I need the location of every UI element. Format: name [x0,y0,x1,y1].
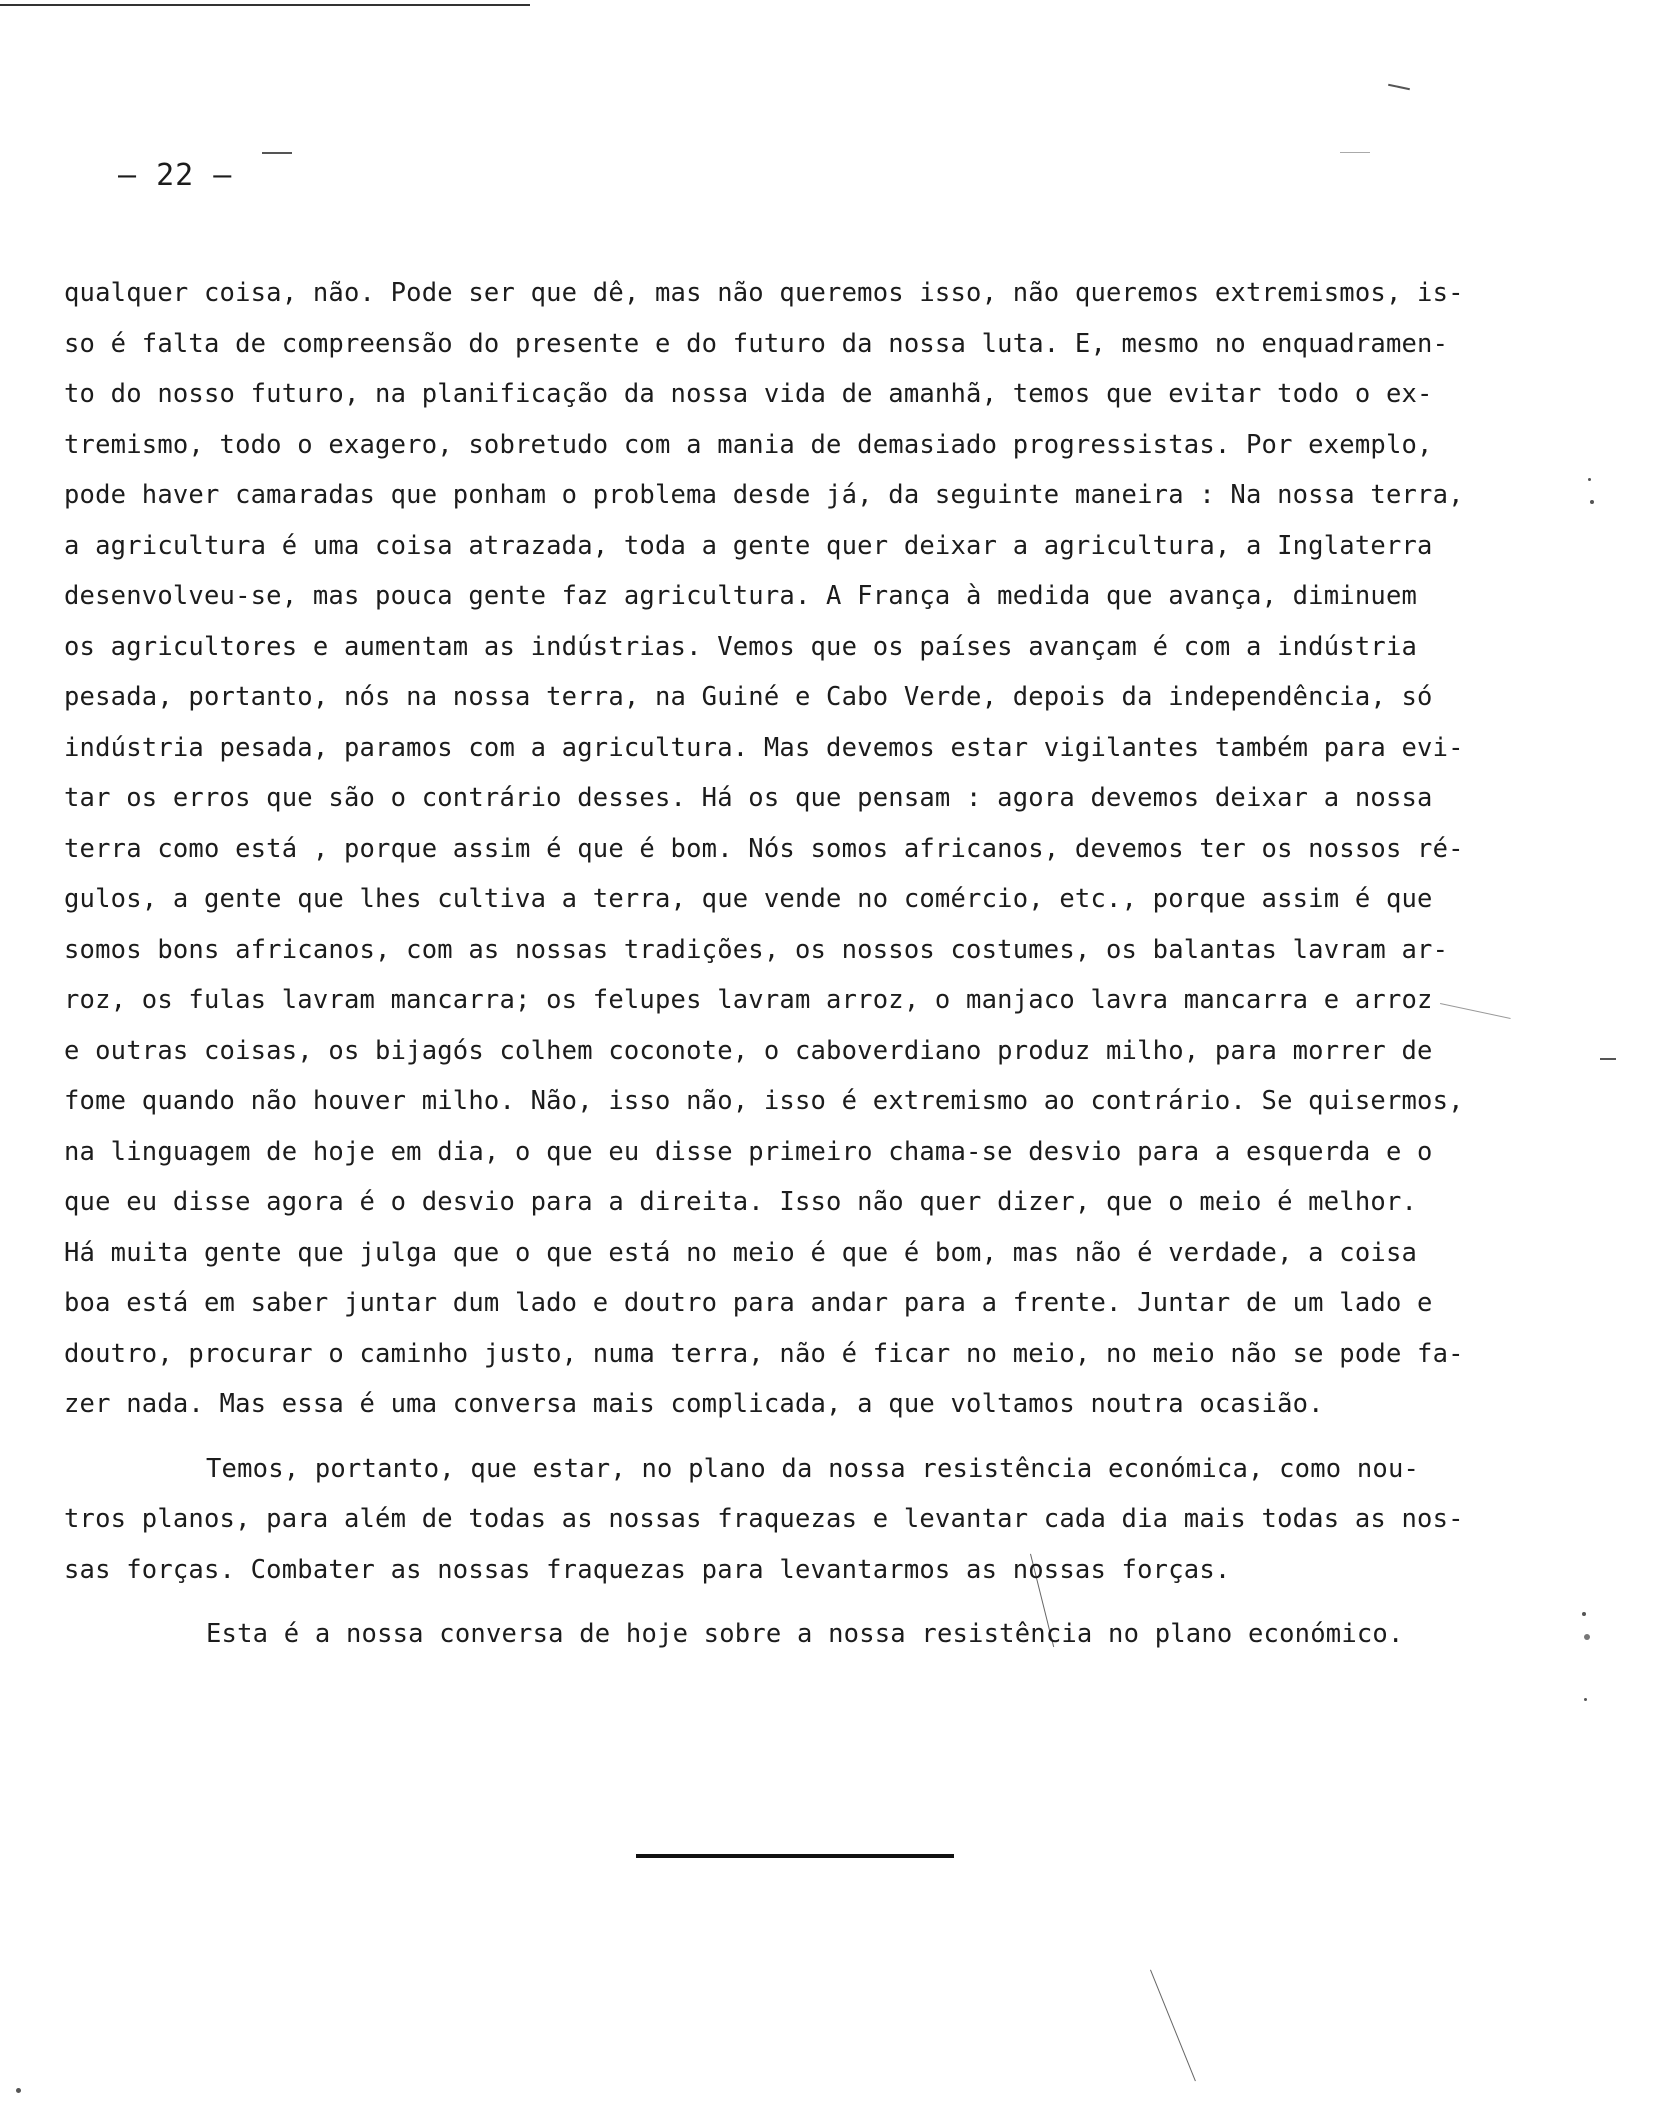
text-line: roz, os fulas lavram mancarra; os felupes lavram arroz, o manjaco lavra mancarra e arroz [64,985,1433,1015]
text-line: so é falta de compreensão do presente e do futuro da nossa luta. E, mesmo no enquadramen- [64,328,1449,359]
text-line: tremismo, todo o exagero, sobretudo com a mania de demasiado progressistas. Por exemplo, [64,429,1433,460]
text-line: pesada, portanto, nós na nossa terra, na Guiné e Cabo Verde, depois da independência, só [64,682,1433,712]
text-line: os agricultores e aumentam as indústrias. Vemos que os países avançam é com a indústria [64,631,1418,662]
body-text [64,268,1464,1660]
scan-mark [1340,152,1370,153]
paragraph [64,1444,1464,1596]
text-line: e outras coisas, os bijagós colhem coconote, o caboverdiano produz milho, para morrer de [64,1035,1433,1066]
text-line: sas forças. Combater as nossas fraquezas para levantarmos as nossas forças. [64,1554,1231,1585]
end-of-text-rule [636,1854,954,1858]
text-line: indústria pesada, paramos com a agricultura. Mas devemos estar vigilantes também para evi- [64,732,1464,763]
text-line: que eu disse agora é o desvio para a direita. Isso não quer dizer, que o meio é melhor. [64,1187,1418,1217]
scan-dot [1582,1612,1586,1616]
text-line: a agricultura é uma coisa atrazada, toda a gente quer deixar a agricultura, a Inglaterra [64,530,1433,561]
top-scan-edge-rule [0,4,530,6]
text-line: boa está em saber juntar dum lado e doutro para andar para a frente. Juntar de um lado e [64,1288,1433,1318]
scan-mark [1388,84,1410,91]
paragraph-gap [64,1595,1464,1609]
text-line: pode haver camaradas que ponham o problema desde já, da seguinte maneira : Na nossa terra, [64,480,1464,510]
text-line: tar os erros que são o contrário desses. Há os que pensam : agora devemos deixar a nossa [64,783,1433,813]
text-line: gulos, a gente que lhes cultiva a terra, que vende no comércio, etc., porque assim é que [64,884,1433,914]
text-line: Esta é a nossa conversa de hoje sobre a nossa resistência no plano económico. [206,1619,1404,1649]
text-line: to do nosso futuro, na planificação da nossa vida de amanhã, temos que evitar todo o ex- [64,379,1433,409]
page-number: – 22 – [118,158,233,193]
paragraph [64,1609,1464,1660]
paragraph-gap [64,1430,1464,1444]
paragraph [64,268,1464,1430]
text-line: zer nada. Mas essa é uma conversa mais complicada, a que voltamos noutra ocasião. [64,1389,1324,1419]
scan-dot [1590,500,1594,504]
scan-scratch [1150,1970,1196,2082]
text-line: doutro, procurar o caminho justo, numa terra, não é ficar no meio, no meio não se pode fa- [64,1338,1464,1369]
text-line: qualquer coisa, não. Pode ser que dê, mas não queremos isso, não queremos extremismos, is- [64,278,1464,308]
scan-mark [262,152,292,154]
text-line: terra como está , porque assim é que é bom. Nós somos africanos, devemos ter os nossos ré- [64,833,1464,864]
text-line: somos bons africanos, com as nossas tradições, os nossos costumes, os balantas lavram ar- [64,934,1449,965]
text-line: tros planos, para além de todas as nossas fraquezas e levantar cada dia mais todas as nos- [64,1504,1464,1534]
text-line: desenvolveu-se, mas pouca gente faz agricultura. A França à medida que avança, diminuem [64,581,1418,611]
text-line: Há muita gente que julga que o que está no meio é que é bom, mas não é verdade, a coisa [64,1237,1418,1268]
text-line: na linguagem de hoje em dia, o que eu disse primeiro chama-se desvio para a esquerda e o [64,1136,1433,1167]
scan-dot [1588,478,1591,481]
scan-dot [1584,1634,1590,1640]
scan-mark [1600,1058,1616,1060]
scan-dot [16,2088,21,2093]
scan-dot [1584,1698,1587,1701]
text-line: fome quando não houver milho. Não, isso não, isso é extremismo ao contrário. Se quisermos, [64,1086,1464,1116]
text-line: Temos, portanto, que estar, no plano da nossa resistência económica, como nou- [206,1453,1420,1484]
